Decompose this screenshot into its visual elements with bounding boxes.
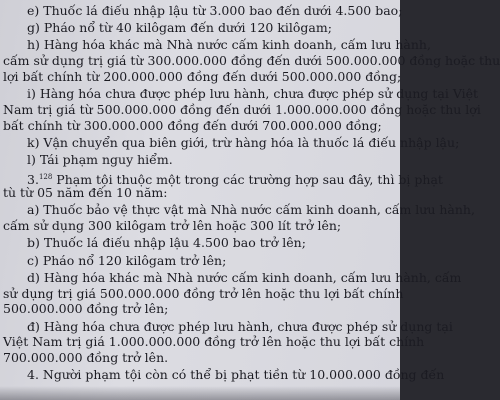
clause-4-line1: 4. Người phạm tội còn có thể bị phạt tiền từ 10.000.000 đồng đến bbox=[27, 367, 445, 383]
item-d-line2: sử dụng trị giá 500.000.000 đồng trở lên hoặc thu lợi bất chính bbox=[3, 285, 404, 301]
item-i-line1: i) Hàng hóa chưa được phép lưu hành, chưa được phép sử dụng tại Việt bbox=[27, 86, 479, 102]
item-l: l) Tái phạm nguy hiểm. bbox=[27, 152, 173, 168]
item-e: e) Thuốc lá điếu nhập lậu từ 3.000 bao đến dưới 4.500 bao; bbox=[27, 3, 403, 18]
item-i-line2: Nam trị giá từ 500.000.000 đồng đến dưới 1.000.000.000 đồng hoặc thu lợi bbox=[3, 102, 481, 117]
item-d-line1: d) Hàng hóa khác mà Nhà nước cấm kinh doanh, cấm lưu hành, cấm bbox=[27, 269, 462, 285]
item-k: k) Vận chuyển qua biên giới, trừ hàng hóa là thuốc lá điếu nhập lậu; bbox=[27, 135, 460, 150]
item-d-line3: 500.000.000 đồng trở lên; bbox=[3, 301, 169, 317]
item-h-line1: h) Hàng hóa khác mà Nhà nước cấm kinh doanh, cấm lưu hành, bbox=[27, 37, 431, 53]
item-g: g) Pháo nổ từ 40 kilôgam đến dưới 120 kilôgam; bbox=[27, 20, 332, 36]
item-dd-line2: Việt Nam trị giá 1.000.000.000 đồng trở lên hoặc thu lợi bất chính bbox=[3, 334, 425, 350]
clause-number: 3. bbox=[27, 172, 39, 188]
footnote-marker: 128 bbox=[38, 173, 53, 182]
item-c: c) Pháo nổ 120 kilôgam trở lên; bbox=[27, 252, 227, 268]
clause-3-line2: tù từ 05 năm đến 10 năm: bbox=[3, 185, 168, 201]
item-h-line2: cấm sử dụng trị giá từ 300.000.000 đồng đến dưới 500.000.000 đồng hoặc thu bbox=[3, 53, 500, 69]
item-dd-line3: 700.000.000 đồng trở lên. bbox=[3, 350, 169, 366]
item-h-line3: lợi bất chính từ 200.000.000 đồng đến dưới 500.000.000 đồng; bbox=[3, 69, 402, 84]
item-i-line3: bất chính từ 300.000.000 đồng đến dưới 700.000.000 đồng; bbox=[3, 117, 382, 133]
item-b: b) Thuốc lá điếu nhập lậu 4.500 bao trở lên; bbox=[27, 235, 306, 251]
item-a-line2: cấm sử dụng 300 kilôgam trở lên hoặc 300 lít trở lên; bbox=[3, 218, 342, 234]
item-dd-line1: đ) Hàng hóa chưa được phép lưu hành, chưa được phép sử dụng tại bbox=[27, 318, 453, 334]
item-a-line1: a) Thuốc bảo vệ thực vật mà Nhà nước cấm kinh doanh, cấm lưu hành, bbox=[27, 202, 475, 218]
clause-text: Phạm tội thuộc một trong các trường hợp sau đây, thì bị phạt bbox=[52, 172, 443, 188]
